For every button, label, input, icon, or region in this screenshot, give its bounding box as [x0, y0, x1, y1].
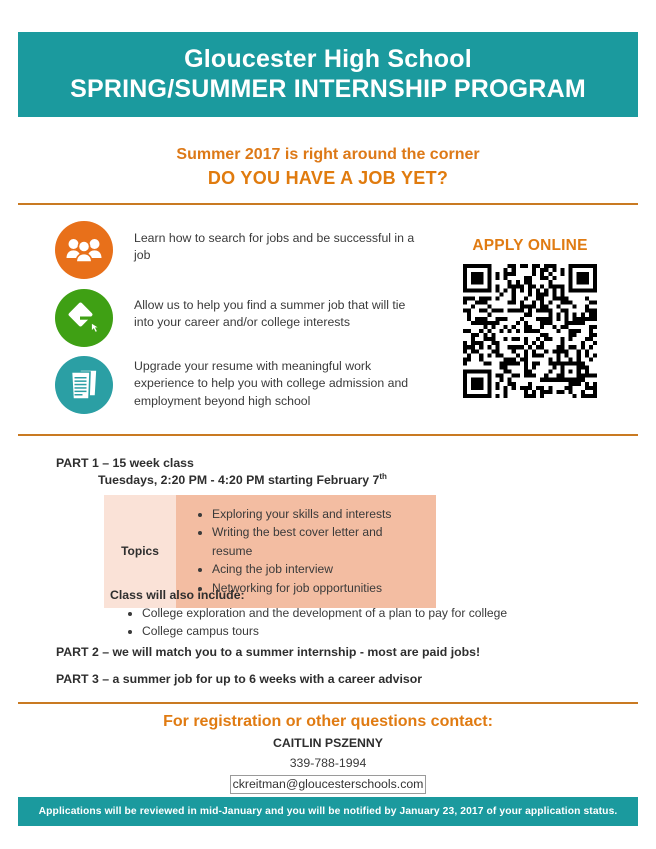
- contact-email-wrap: [0, 775, 656, 795]
- footer-notice: Applications will be reviewed in mid-January and you will be notified by January 23, 2017 of your application status.: [38, 806, 618, 817]
- contact-heading: For registration or other questions contact:: [163, 713, 493, 730]
- contact-email[interactable]: ckreitman@gloucesterschools.com: [230, 775, 427, 795]
- also-include-heading: Class will also include:: [110, 588, 245, 602]
- benefit-text: Learn how to search for jobs and be successful in a job: [134, 231, 415, 263]
- also-include-block: [110, 588, 580, 640]
- benefit-item: [55, 221, 415, 279]
- divider-bottom: [18, 702, 638, 704]
- part1-schedule-text: Tuesdays, 2:20 PM - 4:20 PM starting February 7: [98, 472, 380, 487]
- benefit-item: [55, 289, 415, 347]
- part1-heading: PART 1 – 15 week class: [56, 456, 194, 470]
- benefit-item: [55, 356, 415, 414]
- apply-online-title: APPLY ONLINE: [472, 237, 588, 254]
- divider-middle: [18, 434, 638, 436]
- also-include-item: • College campus tours: [142, 622, 580, 640]
- topic-item: • Acing the job interview: [212, 560, 426, 578]
- also-include-list: [110, 604, 580, 640]
- contact-block: [0, 710, 656, 794]
- qr-code-icon[interactable]: [463, 264, 597, 398]
- tag-cursor-icon: [55, 289, 113, 347]
- topics-label: Topics: [121, 544, 159, 559]
- divider-top: [18, 203, 638, 205]
- footer-banner: [18, 797, 638, 826]
- program-title: SPRING/SUMMER INTERNSHIP PROGRAM: [70, 74, 586, 103]
- part1-schedule: [98, 472, 387, 489]
- topic-item: • Exploring your skills and interests: [212, 505, 426, 523]
- part1-date-ordinal: th: [379, 471, 387, 481]
- benefit-text: Allow us to help you find a summer job that will tie into your career and/or college interests: [134, 298, 406, 330]
- also-include-item: • College exploration and the development of a plan to pay for college: [142, 604, 580, 622]
- header-banner: [18, 32, 638, 117]
- contact-name: CAITLIN PSZENNY: [273, 736, 383, 750]
- subtitle-block: [0, 143, 656, 191]
- topic-item: • Networking for job opportunities: [212, 579, 426, 597]
- subtitle-season-line: Summer 2017 is right around the corner: [176, 146, 480, 163]
- apply-online-block: [440, 237, 620, 398]
- group-people-icon: [55, 221, 113, 279]
- contact-phone[interactable]: 339-788-1994: [289, 755, 367, 770]
- topics-list: [190, 505, 426, 597]
- school-name: Gloucester High School: [184, 45, 472, 73]
- benefits-list: [55, 221, 415, 423]
- part2-line: PART 2 – we will match you to a summer internship - most are paid jobs!: [56, 645, 481, 659]
- document-resume-icon: [55, 356, 113, 414]
- part3-line: PART 3 – a summer job for up to 6 weeks with a career advisor: [56, 672, 423, 686]
- part1-heading-block: [56, 455, 387, 488]
- benefit-text: Upgrade your resume with meaningful work experience to help you with college admission and employment beyond high school: [134, 359, 409, 408]
- subtitle-question-line: DO YOU HAVE A JOB YET?: [207, 168, 449, 189]
- topic-item: • Writing the best cover letter and resume: [212, 523, 426, 560]
